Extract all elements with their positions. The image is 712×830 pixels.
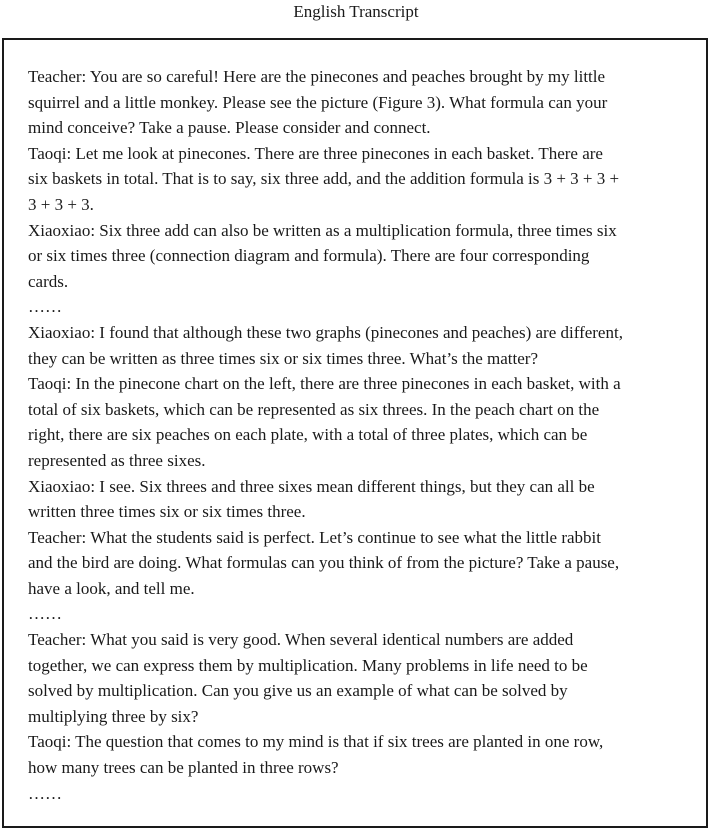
transcript-line: Teacher: You are so careful! Here are the pinecones and peaches brought by my little — [28, 67, 606, 86]
transcript-line: solved by multiplication. Can you give us an example of what can be solved by — [28, 681, 568, 701]
page-title: English Transcript — [293, 2, 419, 21]
transcript-line: squirrel and a little monkey. Please see the picture (Figure 3). What formula can your — [28, 92, 608, 112]
transcript-line: Taoqi: The question that comes to my mind is that if six trees are planted in one row, — [28, 732, 604, 752]
ellipsis-separator: …… — [28, 604, 62, 624]
transcript-line: represented as three sixes. — [28, 450, 206, 470]
transcript-line: multiplying three by six? — [28, 706, 199, 726]
transcript-line: how many trees can be planted in three rows? — [28, 758, 339, 778]
transcript-line: together, we can express them by multiplication. Many problems in life need to be — [28, 655, 588, 675]
ellipsis-separator: …… — [28, 783, 62, 803]
transcript-line: cards. — [28, 271, 69, 291]
transcript-line: right, there are six peaches on each plate, with a total of three plates, which can be — [28, 425, 588, 445]
transcript-box — [2, 38, 708, 828]
transcript-line: Xiaoxiao: Six three add can also be written as a multiplication formula, three times six — [28, 220, 617, 240]
transcript-line: Taoqi: Let me look at pinecones. There are three pinecones in each basket. There are — [28, 143, 603, 163]
transcript-line: written three times six or six times three. — [28, 502, 306, 522]
transcript-line: Xiaoxiao: I see. Six threes and three sixes mean different things, but they can all be — [28, 476, 595, 496]
transcript-line: and the bird are doing. What formulas can you think of from the picture? Take a pause, — [28, 553, 620, 573]
transcript-line: Taoqi: In the pinecone chart on the left, there are three pinecones in each basket, with a — [28, 374, 621, 394]
transcript-line: Teacher: What the students said is perfect. Let’s continue to see what the little rabbit — [28, 527, 602, 547]
transcript-line: have a look, and tell me. — [28, 578, 195, 598]
transcript-line: total of six baskets, which can be represented as six threes. In the peach chart on the — [28, 399, 600, 419]
transcript-line: or six times three (connection diagram and formula). There are four corresponding — [28, 246, 590, 266]
ellipsis-separator: …… — [28, 297, 62, 317]
transcript-line: six baskets in total. That is to say, six three add, and the addition formula is 3 + 3 + 3 + — [28, 169, 620, 189]
transcript-line: they can be written as three times six or six times three. What’s the matter? — [28, 348, 538, 368]
transcript-line: Teacher: What you said is very good. When several identical numbers are added — [28, 630, 574, 650]
transcript-line: mind conceive? Take a pause. Please consider and connect. — [28, 118, 431, 138]
transcript-line: Xiaoxiao: I found that although these two graphs (pinecones and peaches) are different, — [28, 322, 623, 342]
transcript-body — [28, 64, 694, 806]
transcript-line: 3 + 3 + 3. — [28, 194, 94, 214]
